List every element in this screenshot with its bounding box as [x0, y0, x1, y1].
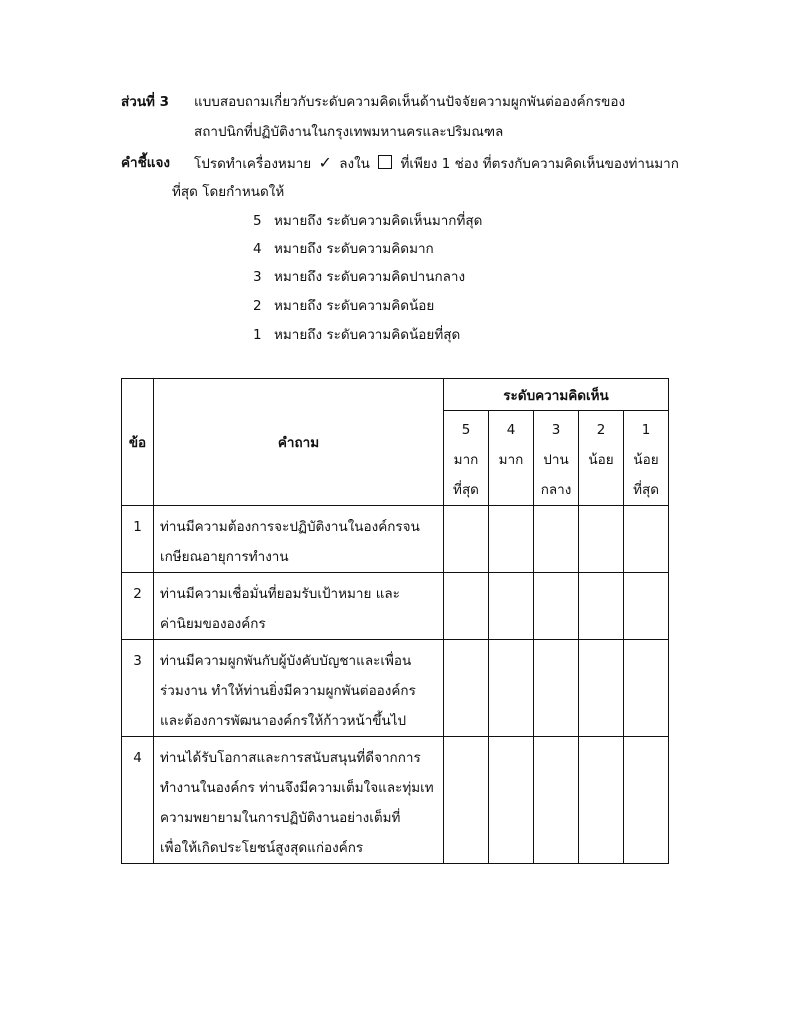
- answer-cell-5[interactable]: [444, 506, 489, 573]
- question-line: เกษียณอายุการทำงาน: [160, 549, 289, 565]
- scale-label: น้อย: [633, 452, 659, 468]
- header-question: คำถาม: [154, 379, 444, 506]
- question-number: 1: [122, 506, 154, 573]
- instruction-text-part-1: โปรดทำเครื่องหมาย: [194, 156, 312, 172]
- header-item-number: ข้อ: [122, 379, 154, 506]
- answer-cell-3[interactable]: [534, 640, 579, 737]
- answer-cell-2[interactable]: [579, 640, 624, 737]
- question-line: ความพยายามในการปฏิบัติงานอย่างเต็มที่: [160, 810, 401, 826]
- scale-label: ที่สุด: [633, 482, 659, 498]
- question-line: ท่านมีความผูกพันกับผู้บังคับบัญชาและเพื่อน: [160, 653, 412, 669]
- instruction-label: คำชี้แจง: [121, 155, 170, 171]
- question-line: ทำงานในองค์กร ท่านจึงมีความเต็มใจและทุ่มเท: [160, 780, 434, 796]
- question-text: [154, 573, 444, 640]
- scale-label: ที่สุด: [453, 482, 479, 498]
- answer-cell-4[interactable]: [489, 506, 534, 573]
- scale-legend-text: หมายถึง ระดับความคิดมาก: [274, 241, 434, 257]
- instruction-text-part-3: ที่เพียง 1 ช่อง ที่ตรงกับความคิดเห็นของท่านมาก: [400, 156, 679, 172]
- header-opinion-level: ระดับความคิดเห็น: [444, 379, 669, 411]
- scale-label: ปาน: [543, 452, 569, 468]
- scale-label: กลาง: [540, 482, 572, 498]
- answer-cell-1[interactable]: [624, 640, 669, 737]
- section-title-line-2: สถาปนิกที่ปฏิบัติงานในกรุงเทพมหานครและปริมณฑล: [194, 124, 504, 140]
- checkbox-square-icon: [378, 155, 392, 169]
- question-number: 4: [122, 737, 154, 864]
- table-row: [122, 737, 669, 864]
- section-title-line-1: แบบสอบถามเกี่ยวกับระดับความคิดเห็นด้านปัจจัยความผูกพันต่อองค์กรของ: [194, 94, 626, 110]
- answer-cell-2[interactable]: [579, 737, 624, 864]
- question-text: [154, 737, 444, 864]
- answer-cell-2[interactable]: [579, 573, 624, 640]
- scale-legend-item: [253, 325, 460, 345]
- question-line: และต้องการพัฒนาองค์กรให้ก้าวหน้าขึ้นไป: [160, 713, 407, 729]
- scale-legend-item: [253, 296, 434, 316]
- answer-cell-5[interactable]: [444, 737, 489, 864]
- instruction-text-part-2: ลงใน: [339, 156, 370, 172]
- question-line: ค่านิยมขององค์กร: [160, 616, 266, 632]
- scale-legend-number: 1: [253, 327, 262, 343]
- table-row: [122, 506, 669, 573]
- section-label: ส่วนที่ 3: [121, 94, 170, 110]
- answer-cell-4[interactable]: [489, 737, 534, 864]
- table-row: [122, 640, 669, 737]
- question-line: ท่านได้รับโอกาสและการสนับสนุนที่ดีจากการ: [160, 750, 421, 766]
- scale-legend-text: หมายถึง ระดับความคิดเห็นมากที่สุด: [274, 213, 483, 229]
- question-text: [154, 640, 444, 737]
- instruction-line-1: [194, 153, 679, 174]
- header-scale-1: [624, 411, 669, 506]
- answer-cell-4[interactable]: [489, 573, 534, 640]
- scale-label: มาก: [453, 452, 479, 468]
- scale-number: 4: [506, 422, 516, 438]
- question-line: ท่านมีความเชื่อมั่นที่ยอมรับเป้าหมาย และ: [160, 586, 400, 602]
- scale-number: 2: [596, 422, 606, 438]
- answer-cell-2[interactable]: [579, 506, 624, 573]
- question-line: ท่านมีความต้องการจะปฏิบัติงานในองค์กรจน: [160, 519, 420, 535]
- answer-cell-5[interactable]: [444, 573, 489, 640]
- header-scale-3: [534, 411, 579, 506]
- header-scale-2: [579, 411, 624, 506]
- scale-legend-item: [253, 211, 482, 231]
- answer-cell-1[interactable]: [624, 573, 669, 640]
- scale-legend-number: 4: [253, 241, 262, 257]
- answer-cell-1[interactable]: [624, 506, 669, 573]
- scale-number: 3: [551, 422, 561, 438]
- scale-legend-number: 5: [253, 213, 262, 229]
- scale-legend-item: [253, 267, 465, 287]
- question-text: [154, 506, 444, 573]
- answer-cell-5[interactable]: [444, 640, 489, 737]
- table-row: [122, 573, 669, 640]
- answer-cell-1[interactable]: [624, 737, 669, 864]
- question-line: ร่วมงาน ทำให้ท่านยิ่งมีความผูกพันต่อองค์กร: [160, 683, 416, 699]
- scale-label: มาก: [498, 452, 524, 468]
- checkmark-icon: ✓: [318, 153, 332, 172]
- answer-cell-3[interactable]: [534, 506, 579, 573]
- question-number: 3: [122, 640, 154, 737]
- question-line: เพื่อให้เกิดประโยชน์สูงสุดแก่องค์กร: [160, 840, 364, 856]
- header-scale-4: [489, 411, 534, 506]
- scale-legend-text: หมายถึง ระดับความคิดน้อย: [274, 298, 435, 314]
- scale-label: น้อย: [588, 452, 614, 468]
- instruction-line-2: ที่สุด โดยกำหนดให้: [172, 184, 285, 200]
- answer-cell-3[interactable]: [534, 737, 579, 864]
- scale-legend-text: หมายถึง ระดับความคิดน้อยที่สุด: [274, 327, 461, 343]
- scale-legend-number: 3: [253, 269, 262, 285]
- question-number: 2: [122, 573, 154, 640]
- scale-legend-text: หมายถึง ระดับความคิดปานกลาง: [274, 269, 466, 285]
- scale-number: 1: [641, 422, 651, 438]
- scale-legend-item: [253, 239, 434, 259]
- scale-legend-number: 2: [253, 298, 262, 314]
- questionnaire-table: [121, 378, 669, 864]
- answer-cell-4[interactable]: [489, 640, 534, 737]
- answer-cell-3[interactable]: [534, 573, 579, 640]
- header-scale-5: [444, 411, 489, 506]
- scale-number: 5: [461, 422, 471, 438]
